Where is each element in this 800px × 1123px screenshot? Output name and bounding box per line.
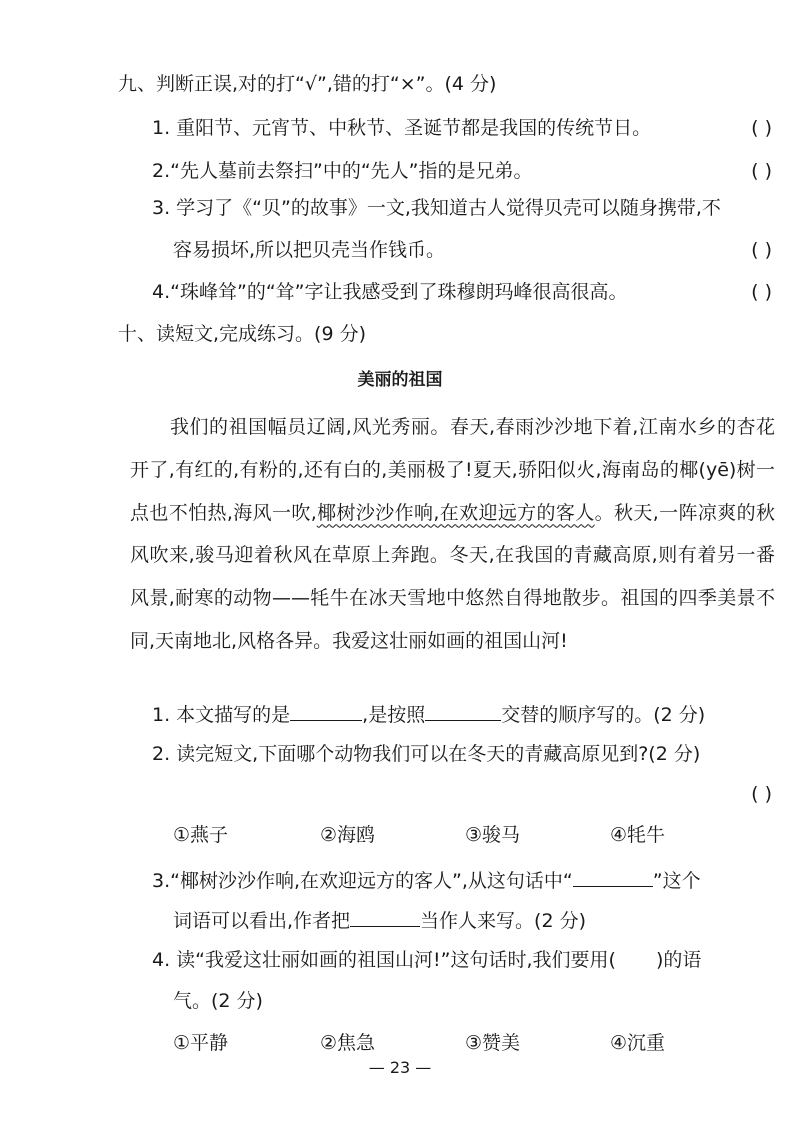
q4-option-3: ③赞美 [465,1032,521,1054]
q4-option-1: ①平静 [173,1032,229,1054]
q3-blank-2[interactable] [350,906,420,927]
passage-underlined-sentence: 椰树沙沙作响,在欢迎远方的客人 [316,501,595,524]
s9-item-3-continued: 容易损坏,所以把贝壳当作钱币。 [173,239,446,261]
q1-blank-2[interactable] [425,700,501,721]
s9-item-2-answer-paren[interactable]: ( ) [751,160,772,182]
q3-text-d: 当作人来写。(2 分) [420,910,587,932]
q4-text-b: )的语 [655,949,702,971]
q1-text-a: 1. 本文描写的是 [152,704,291,726]
s9-item-1-answer-paren[interactable]: ( ) [751,117,772,139]
q3-line-2 [173,906,586,933]
q2-option-4: ④牦牛 [610,824,666,846]
q3-blank-1[interactable] [573,866,653,887]
page-number: — 23 — [368,1058,432,1077]
q2-answer-paren[interactable]: ( ) [751,783,772,805]
q1-text-c: 交替的顺序写的。(2 分) [501,704,706,726]
s9-item-1: 1. 重阳节、元宵节、中秋节、圣诞节都是我国的传统节日。 [152,117,652,139]
q2-option-2: ②海鸥 [320,824,376,846]
q2-option-1: ①燕子 [173,824,229,846]
q1 [152,700,705,727]
q3-text-a: 3.“椰树沙沙作响,在欢迎远方的客人”,从这句话中“ [152,870,573,892]
q4-option-4: ④沉重 [610,1032,666,1054]
passage-text-after: 。秋天,一阵凉爽的秋风吹来,骏马迎着秋风在草原上奔跑。冬天,在我国的青藏高原,则有着另一番风景,耐寒的动物——牦牛在冰天雪地中悠然自得地散步。祖国的四季美景不同,天南地北,风格各异。我爱这壮丽如画的祖国山河! [130,501,775,652]
q1-blank-1[interactable] [290,700,362,721]
section-10-heading: 十、读短文,完成练习。(9 分) [118,323,366,345]
s9-item-3: 3. 学习了《“贝”的故事》一文,我知道古人觉得贝壳可以随身携带,不 [152,197,721,219]
passage-title: 美丽的祖国 [357,370,443,390]
q1-text-b: ,是按照 [362,704,426,726]
q4-text-a: 4. 读“我爱这壮丽如画的祖国山河!”这句话时,我们要用( [152,949,616,971]
q3-text-c: 词语可以看出,作者把 [173,910,351,932]
q3-line-1 [152,866,701,893]
s9-item-4-answer-paren[interactable]: ( ) [751,281,772,303]
q4-option-2: ②焦急 [320,1032,376,1054]
s9-item-2: 2.“先人墓前去祭扫”中的“先人”指的是兄弟。 [152,160,533,182]
q4-line-1 [152,948,701,972]
q3-text-b: ”这个 [652,870,701,892]
q2-text: 2. 读完短文,下面哪个动物我们可以在冬天的青藏高原见到?(2 分) [152,743,701,765]
q4-line-2: 气。(2 分) [173,990,263,1012]
s9-item-3-answer-paren[interactable]: ( ) [751,239,772,261]
passage-text-before: 我们的祖国幅员辽阔,风光秀丽。春天,春雨沙沙地下着,江南水乡的杏花开了,有红的,有粉的,还有白的,美丽极了!夏天,骄阳似火,海南岛的椰(yē)树一点也不怕热,海风一吹, [130,416,775,524]
s9-item-4: 4.“珠峰耸”的“耸”字让我感受到了珠穆朗玛峰很高很高。 [152,281,628,303]
section-9-heading: 九、判断正误,对的打“√”,错的打“×”。(4 分) [118,73,497,95]
q2-option-3: ③骏马 [465,824,521,846]
passage-text [130,406,775,663]
